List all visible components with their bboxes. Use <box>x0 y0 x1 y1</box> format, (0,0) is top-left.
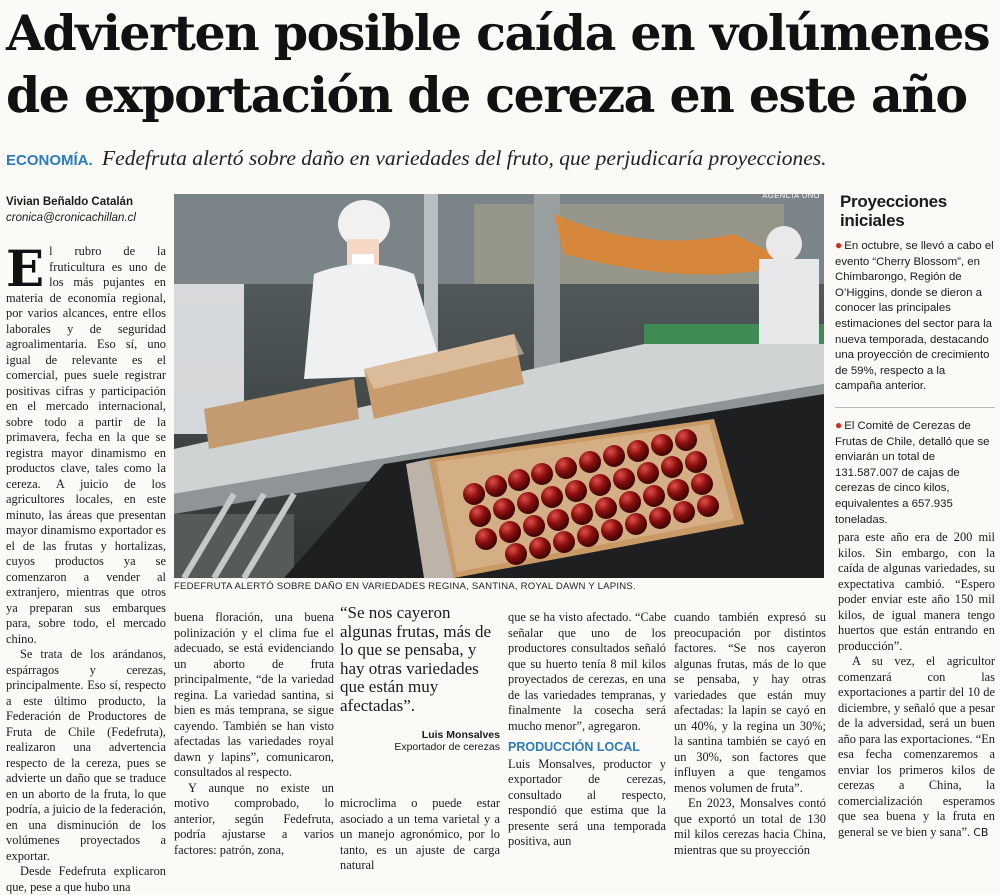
body-paragraph: para este año era de 200 mil kilos. Sin embargo, con la caída de algunas variedades, su expectativa cambió. “Espero poder enviar este año 150 mil kilos, de igual manera tengo huertos que están entrando en producción”. <box>838 530 995 653</box>
photo-illustration <box>174 194 824 578</box>
section-tag: ECONOMÍA. <box>6 152 93 169</box>
body-paragraph: Se trata de los arándanos, espárragos y cerezas, principalmente. Eso sí, respecto a este último producto, la Federación de Productores de Fruta de Chile (Fedefruta), realizaron una advertencia respecto de la cereza, pues se advierte un daño que se traduce en un aborto de la fruta, lo que podría, a juicio de la federación, en una disminución de los volúmenes proyectados a exportar. <box>6 647 166 863</box>
body-column-4 <box>508 610 666 848</box>
bullet-icon: ● <box>835 238 843 252</box>
body-column-5 <box>674 610 826 857</box>
photo-caption: FEDEFRUTA ALERTÓ SOBRE DAÑO EN VARIEDADES REGINA, SANTINA, ROYAL DAWN Y LAPINS. <box>174 581 636 592</box>
sidebar-box <box>835 192 995 540</box>
deck-text: Fedefruta alertó sobre daño en variedades del fruto, que perjudicaría proyecciones. <box>102 146 827 170</box>
body-column-1 <box>6 239 167 894</box>
body-column-2 <box>174 610 334 857</box>
body-paragraph: Luis Monsalves, productor y exportador de cerezas, consultado al respecto, respondió que estima que la presente será una temporada positiva, aun <box>508 756 666 848</box>
drop-cap: E <box>6 239 45 298</box>
body-paragraph: Y aunque no existe un motivo comprobado, lo anterior, según Fedefruta, podría ajustarse a varios factores: patrón, zona, <box>174 780 334 857</box>
body-paragraph: buena floración, una buena polinización y el clima fue el adecuado, se está evidenciando un aborto de fruta principalmente, “de la variedad regina. La variedad santina, si bien es más temprana, se sigue cayendo. También se han visto afectadas las variedades royal dawn y lapins”, comunicaron, consultados al respecto. <box>174 610 334 779</box>
sidebar-title: Proyecciones iniciales <box>840 192 947 230</box>
author-name: Vivian Beñaldo Catalán <box>6 196 133 208</box>
body-paragraph: En 2023, Monsalves contó que exportó un total de 130 mil kilos cerezas hacia China, mientras que su proyección <box>674 796 826 857</box>
quote-text: “Se nos cayeron algunas frutas, más de lo que se pensaba, y hay otras variedades que están muy afectadas”. <box>340 603 492 715</box>
body-paragraph: que se ha visto afectado. “Cabe señalar que uno de los productores consultados señaló que su huerto tenía 8 mil kilos proyectados de cerezas, en una de las variedades tempranas, y finalmente la cosecha será mucho menor”, agregaron. <box>508 610 666 733</box>
sidebar-item: ● En octubre, se llevó a cabo el evento “Cherry Blossom”, en Chimbarongo, Región de O’Higgins, donde se dieron a conocer las principales estimaciones del sector para la nueva temporada, destacando una proyección de crecimiento de 59%, respecto a la campaña anterior. <box>835 238 994 393</box>
deck <box>6 146 996 171</box>
quote-role: Exportador de cerezas <box>394 741 500 753</box>
body-paragraph: cuando también expresó su preocupación por distintos factores. “Se nos cayeron algunas frutas, más de lo que se pensaba, y hay otras variedades que están muy afectadas: la lapin se cayó en un 40%, y la regina un 30%; la santina también se cayó en un 30%, son factores que influyen a que tengamos menos volumen de fruta”. <box>674 610 826 795</box>
end-mark-icon: CB <box>973 825 989 839</box>
body-column-6 <box>838 530 995 844</box>
quote-author: Luis Monsalves <box>421 729 500 741</box>
sidebar-item: ● El Comité de Cerezas de Frutas de Chile, detalló que se enviarán un total de 131.587.007 de cajas de cerezas de cinco kilos, equivalentes a 657.935 toneladas. <box>835 417 990 526</box>
photo-credit: AGENCIA UNO <box>762 191 820 200</box>
subhead-produccion-local: PRODUCCIÓN LOCAL <box>508 740 640 754</box>
headline: Advierten posible caída en volúmenes de exportación de cereza en este año <box>6 4 990 124</box>
cherry-packing-photo <box>174 191 824 578</box>
body-column-3 <box>340 796 500 872</box>
sidebar-divider <box>835 407 995 408</box>
bullet-icon: ● <box>835 417 843 432</box>
byline <box>6 194 168 226</box>
pull-quote <box>340 604 500 753</box>
body-paragraph: microclima o puede estar asociado a un tema varietal y a un manejo agronómico, por lo tanto, es un ajuste de carga natural <box>340 796 500 872</box>
body-paragraph: A su vez, el agricultor comenzará con las exportaciones a partir del 10 de diciembre, y señaló que a pesar de la adversidad, será un buen año para las exportaciones. “En esa fecha comenzaremos a enviar los primeros kilos de cerezas a China, la comercialización esperamos que sea buena y la fruta en general se ve bien y sana”. CB <box>838 654 995 839</box>
author-email[interactable]: cronica@cronicachillan.cl <box>6 212 136 224</box>
body-paragraph: Desde Fedefruta explicaron que, pese a que hubo una <box>6 864 166 894</box>
body-paragraph: El rubro de la fruticultura es uno de los más pujantes en materia de economía regional, por varios alcances, entre ellos laborales y de seguridad agroalimentaria. Eso sí, uno igual de relevante es el comercial, pues suele registrar positivas cifras y participación en el mercado internacional, sobre todo a partir de la primavera, fecha en la que se registra mayor dinamismo en productos clave, tales como la cereza. A juicio de los agricultores locales, en este minuto, las áreas que presentan mayor dinamismo exportador es el de las frutas y hortalizas, cuyos productos ya se comenzaron a vender al extranjero, mientras que otros ya preparan sus embarques para, sobre todo, el mercado chino. <box>6 239 167 646</box>
